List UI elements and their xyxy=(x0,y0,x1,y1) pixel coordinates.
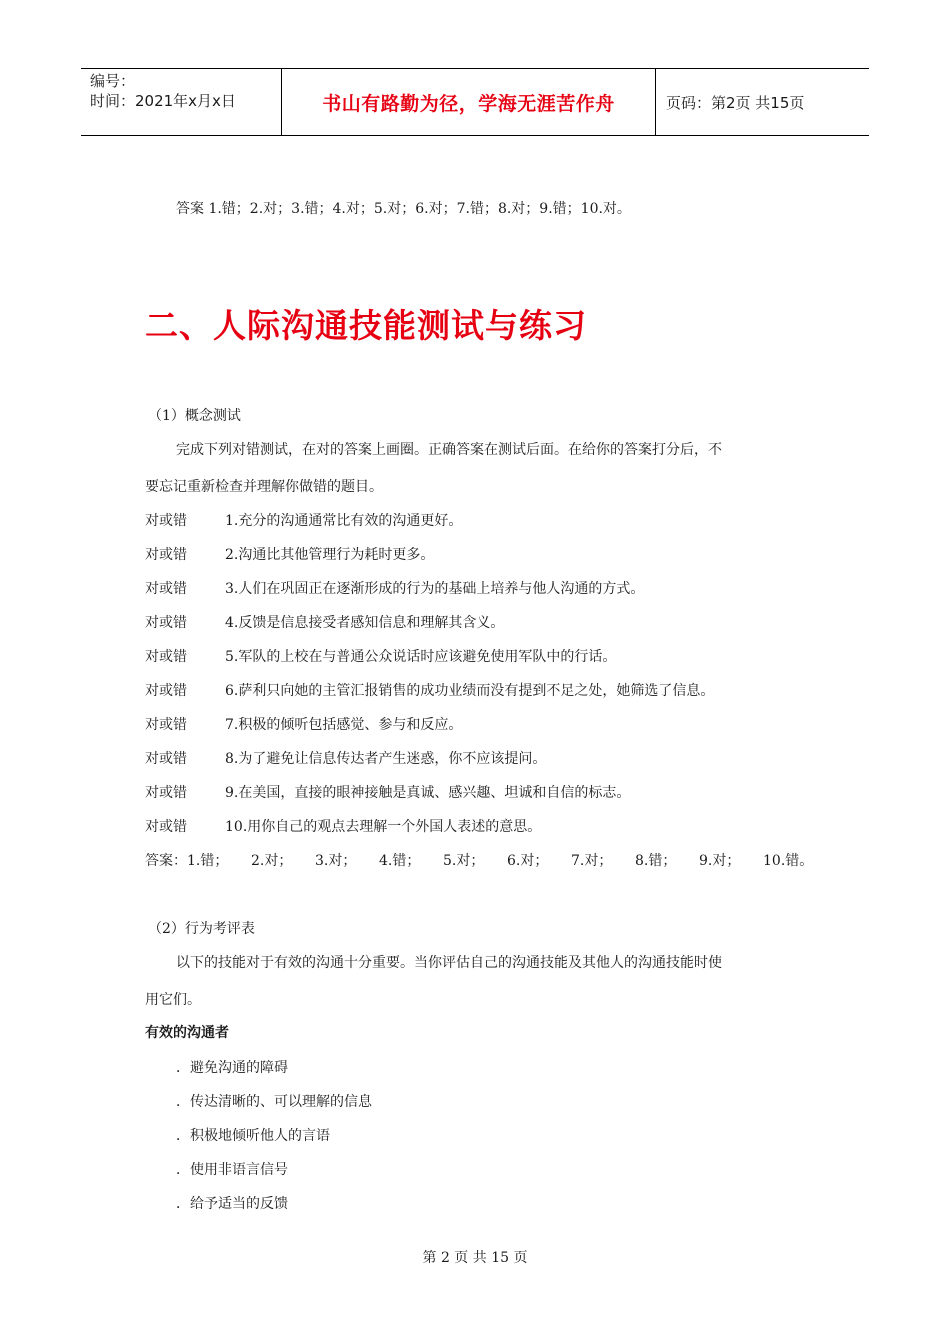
time-label: 时间：2021年x月x日 xyxy=(90,92,236,110)
true-false-label: 对或错 xyxy=(145,717,187,733)
part2-intro-line2: 用它们。 xyxy=(145,992,201,1008)
question-text: 8.为了避免让信息传达者产生迷惑，你不应该提问。 xyxy=(225,751,547,767)
bullet-item: ．积极地倾听他人的言语 xyxy=(176,1128,330,1144)
question-text: 1.充分的沟通通常比有效的沟通更好。 xyxy=(225,513,463,529)
question-row xyxy=(145,544,434,564)
answer-item: 8.错； xyxy=(635,853,677,869)
answer-item: 10.错。 xyxy=(763,853,814,869)
true-false-label: 对或错 xyxy=(145,649,187,665)
question-text: 9.在美国，直接的眼神接触是真诚、感兴趣、坦诚和自信的标志。 xyxy=(225,785,631,801)
answer-item: 6.对； xyxy=(507,853,549,869)
true-false-label: 对或错 xyxy=(145,547,187,563)
question-text: 6.萨利只向她的主管汇报销售的成功业绩而没有提到不足之处，她筛选了信息。 xyxy=(225,683,715,699)
question-text: 10.用你自己的观点去理解一个外国人表述的意思。 xyxy=(225,819,542,835)
question-row xyxy=(145,816,541,836)
bullet-item: ．传达清晰的、可以理解的信息 xyxy=(176,1094,372,1110)
section-title: 二、人际沟通技能测试与练习 xyxy=(145,306,587,345)
true-false-label: 对或错 xyxy=(145,683,187,699)
true-false-label: 对或错 xyxy=(145,751,187,767)
part2-heading: （2）行为考评表 xyxy=(148,921,255,937)
answer-item: 2.对； xyxy=(251,853,293,869)
question-text: 5.军队的上校在与普通公众说话时应该避免使用军队中的行话。 xyxy=(225,649,617,665)
question-text: 4.反馈是信息接受者感知信息和理解其含义。 xyxy=(225,615,505,631)
answers-label: 答案： xyxy=(145,853,187,869)
previous-answers: 答案 1.错；2.对；3.错；4.对；5.对；6.对；7.错；8.对；9.错；10.对。 xyxy=(176,201,631,217)
question-row xyxy=(145,578,644,598)
bullet-item: ．避免沟通的障碍 xyxy=(176,1060,288,1076)
question-row xyxy=(145,680,714,700)
answer-item: 1.错； xyxy=(187,853,229,869)
question-row xyxy=(145,612,504,632)
true-false-label: 对或错 xyxy=(145,615,187,631)
header-meta xyxy=(81,69,282,135)
header-page-info: 页码：第2页 共15页 xyxy=(666,93,805,112)
question-row xyxy=(145,646,616,666)
part2-subheading: 有效的沟通者 xyxy=(145,1025,229,1041)
question-row xyxy=(145,748,546,768)
question-row xyxy=(145,714,462,734)
question-text: 2.沟通比其他管理行为耗时更多。 xyxy=(225,547,435,563)
question-row xyxy=(145,782,630,802)
answer-item: 4.错； xyxy=(379,853,421,869)
answer-item: 5.对； xyxy=(443,853,485,869)
true-false-label: 对或错 xyxy=(145,513,187,529)
bullet-item: ．给予适当的反馈 xyxy=(176,1196,288,1212)
number-label: 编号： xyxy=(90,72,136,90)
question-text: 3.人们在巩固正在逐渐形成的行为的基础上培养与他人沟通的方式。 xyxy=(225,581,645,597)
header-motto: 书山有路勤为径，学海无涯苦作舟 xyxy=(282,69,656,135)
answer-item: 7.对； xyxy=(571,853,613,869)
answers-list xyxy=(187,850,827,870)
answer-item: 9.对； xyxy=(699,853,741,869)
part1-intro-line1: 完成下列对错测试，在对的答案上画圈。正确答案在测试后面。在给你的答案打分后，不 xyxy=(176,442,722,458)
true-false-label: 对或错 xyxy=(145,581,187,597)
bullet-item: ．使用非语言信号 xyxy=(176,1162,288,1178)
page-footer: 第 2 页 共 15 页 xyxy=(422,1250,528,1266)
question-text: 7.积极的倾听包括感觉、参与和反应。 xyxy=(225,717,463,733)
true-false-label: 对或错 xyxy=(145,819,187,835)
part1-heading: （1）概念测试 xyxy=(148,408,241,424)
part1-intro-line2: 要忘记重新检查并理解你做错的题目。 xyxy=(145,479,383,495)
true-false-label: 对或错 xyxy=(145,785,187,801)
answer-row xyxy=(145,850,827,870)
question-row xyxy=(145,510,462,530)
document-header xyxy=(81,68,869,136)
part2-intro-line1: 以下的技能对于有效的沟通十分重要。当你评估自己的沟通技能及其他人的沟通技能时使 xyxy=(176,955,722,971)
answer-item: 3.对； xyxy=(315,853,357,869)
